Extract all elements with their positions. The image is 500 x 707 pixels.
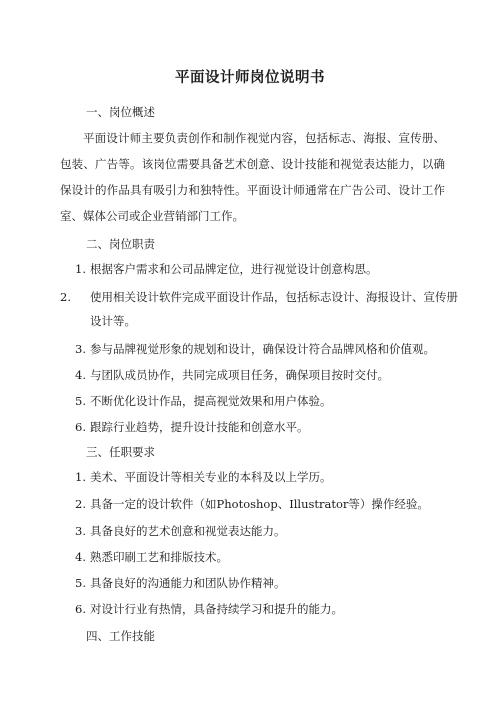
list-item-text: 使用相关设计软件完成平面设计作品，包括标志设计、海报设计、宣传册设计等。 bbox=[90, 290, 458, 328]
overview-paragraph: 平面设计师主要负责创作和制作视觉内容，包括标志、海报、宣传册、包装、广告等。该岗位需要具备艺术创意、设计技能和视觉表达能力，以确保设计的作品具有吸引力和独特性。平面设计师通常在广告公司、设计工作室、媒体公司或企业营销部门工作。 bbox=[60, 131, 445, 223]
section-heading-overview: 一、岗位概述 bbox=[86, 105, 155, 119]
list-item-number: 1. bbox=[75, 470, 86, 484]
list-item-number: 5. bbox=[75, 576, 86, 590]
section-heading-skills: 四、工作技能 bbox=[86, 629, 155, 643]
list-item-text: 参与品牌视觉形象的规划和设计，确保设计符合品牌风格和价值观。 bbox=[90, 342, 435, 356]
list-item bbox=[75, 337, 447, 361]
list-item bbox=[75, 597, 447, 621]
document-title: 平面设计师岗位说明书 bbox=[175, 69, 325, 86]
list-item bbox=[60, 285, 462, 333]
list-item-text: 根据客户需求和公司品牌定位，进行视觉设计创意构思。 bbox=[90, 262, 378, 276]
list-item-text: 不断优化设计作品，提高视觉效果和用户体验。 bbox=[90, 394, 332, 408]
list-item-number: 2. bbox=[60, 290, 71, 304]
list-item-number: 4. bbox=[75, 550, 86, 564]
list-item bbox=[75, 257, 447, 281]
list-item bbox=[75, 465, 447, 489]
list-item-text: 与团队成员协作，共同完成项目任务，确保项目按时交付。 bbox=[90, 368, 389, 382]
list-item bbox=[75, 363, 447, 387]
list-item-text: 跟踪行业趋势，提升设计技能和创意水平。 bbox=[90, 420, 309, 434]
list-item-text: 具备一定的设计软件（如Photoshop、Illustrator等）操作经验。 bbox=[90, 497, 429, 511]
list-item-number: 2. bbox=[75, 497, 86, 511]
list-item bbox=[75, 389, 447, 413]
list-item bbox=[75, 492, 447, 516]
list-item-number: 4. bbox=[75, 368, 86, 382]
list-item-text: 熟悉印刷工艺和排版技术。 bbox=[90, 550, 228, 564]
list-item bbox=[75, 415, 447, 439]
section-heading-requirements: 三、任职要求 bbox=[86, 445, 155, 459]
list-item-number: 6. bbox=[75, 420, 86, 434]
list-item bbox=[75, 519, 447, 543]
list-item-number: 3. bbox=[75, 524, 86, 538]
list-item-number: 3. bbox=[75, 342, 86, 356]
list-item-number: 6. bbox=[75, 602, 86, 616]
list-item-text: 具备良好的沟通能力和团队协作精神。 bbox=[90, 576, 286, 590]
list-item bbox=[75, 571, 447, 595]
list-item-text: 具备良好的艺术创意和视觉表达能力。 bbox=[90, 524, 286, 538]
list-item-number: 5. bbox=[75, 394, 86, 408]
list-item-text: 美术、平面设计等相关专业的本科及以上学历。 bbox=[90, 470, 332, 484]
section-heading-duties: 二、岗位职责 bbox=[86, 237, 155, 251]
list-item-number: 1. bbox=[75, 262, 86, 276]
list-item-text: 对设计行业有热情，具备持续学习和提升的能力。 bbox=[90, 602, 343, 616]
list-item bbox=[75, 545, 447, 569]
